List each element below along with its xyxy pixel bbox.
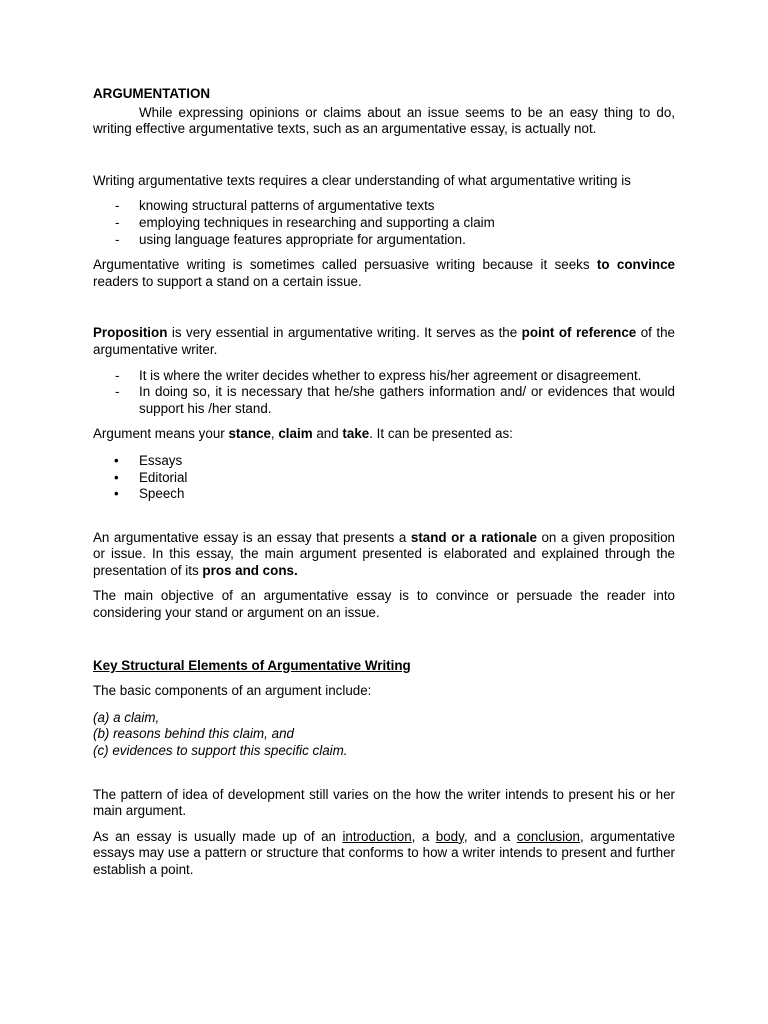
persuasive-paragraph: Argumentative writing is sometimes called persuasive writing because it seeks to convince readers to support a stand on a certain issue.	[93, 257, 675, 289]
list-item: (c) evidences to support this specific claim.	[93, 743, 348, 759]
list-item: - It is where the writer decides whether to express his/her agreement or disagreement.	[115, 367, 642, 383]
components-intro: The basic components of an argument include:	[93, 683, 372, 699]
list-item: • Editorial	[114, 469, 188, 485]
document-page	[93, 86, 675, 879]
pattern-paragraph: The pattern of idea of development still varies on the how the writer intends to present his or her main argument.	[93, 786, 675, 819]
bold-term: Proposition	[93, 325, 168, 341]
list-item: (a) a claim,	[93, 709, 160, 725]
list-item: - using language features appropriate for argumentation.	[115, 231, 466, 247]
bold-phrase: point of reference	[521, 325, 637, 341]
objective-paragraph: The main objective of an argumentative essay is to convince or persuade the reader into considering your stand or argument on an issue.	[93, 588, 675, 621]
document-title: ARGUMENTATION	[93, 86, 211, 101]
requires-list	[93, 198, 675, 248]
argument-paragraph: Argument means your stance, claim and take. It can be presented as:	[93, 426, 513, 442]
proposition-paragraph: Proposition is very essential in argumentative writing. It serves as the point of reference of the argumentative writer.	[93, 325, 675, 357]
list-item: - knowing structural patterns of argumentative texts	[115, 198, 435, 214]
list-item: - In doing so, it is necessary that he/she gathers information and/ or evidences that would support his /her stand.	[115, 384, 675, 416]
essay-definition-paragraph: An argumentative essay is an essay that presents a stand or a rationale on a given proposition or issue. In this essay, the main argument presented is elaborated and explained through the presentation of its pros and cons.	[93, 529, 675, 578]
components-list	[93, 710, 675, 760]
proposition-list	[93, 368, 675, 418]
list-item: (b) reasons behind this claim, and	[93, 726, 294, 742]
bold-phrase: to convince	[596, 257, 675, 273]
list-item: • Essays	[114, 452, 183, 468]
section-heading: Key Structural Elements of Argumentative Writing	[93, 657, 411, 673]
forms-list	[93, 453, 675, 503]
list-item: - employing techniques in researching and supporting a claim	[115, 214, 495, 230]
intro-paragraph: While expressing opinions or claims about an issue seems to be an easy thing to do, writing effective argumentative texts, such as an argumentative essay, is actually not.	[93, 104, 675, 137]
requires-paragraph: Writing argumentative texts requires a clear understanding of what argumentative writing is	[93, 172, 631, 188]
list-item: • Speech	[114, 486, 185, 502]
structure-paragraph: As an essay is usually made up of an introduction, a body, and a conclusion, argumentative essays may use a pattern or structure that conforms to how a writer intends to present and further establish a point.	[93, 828, 676, 877]
